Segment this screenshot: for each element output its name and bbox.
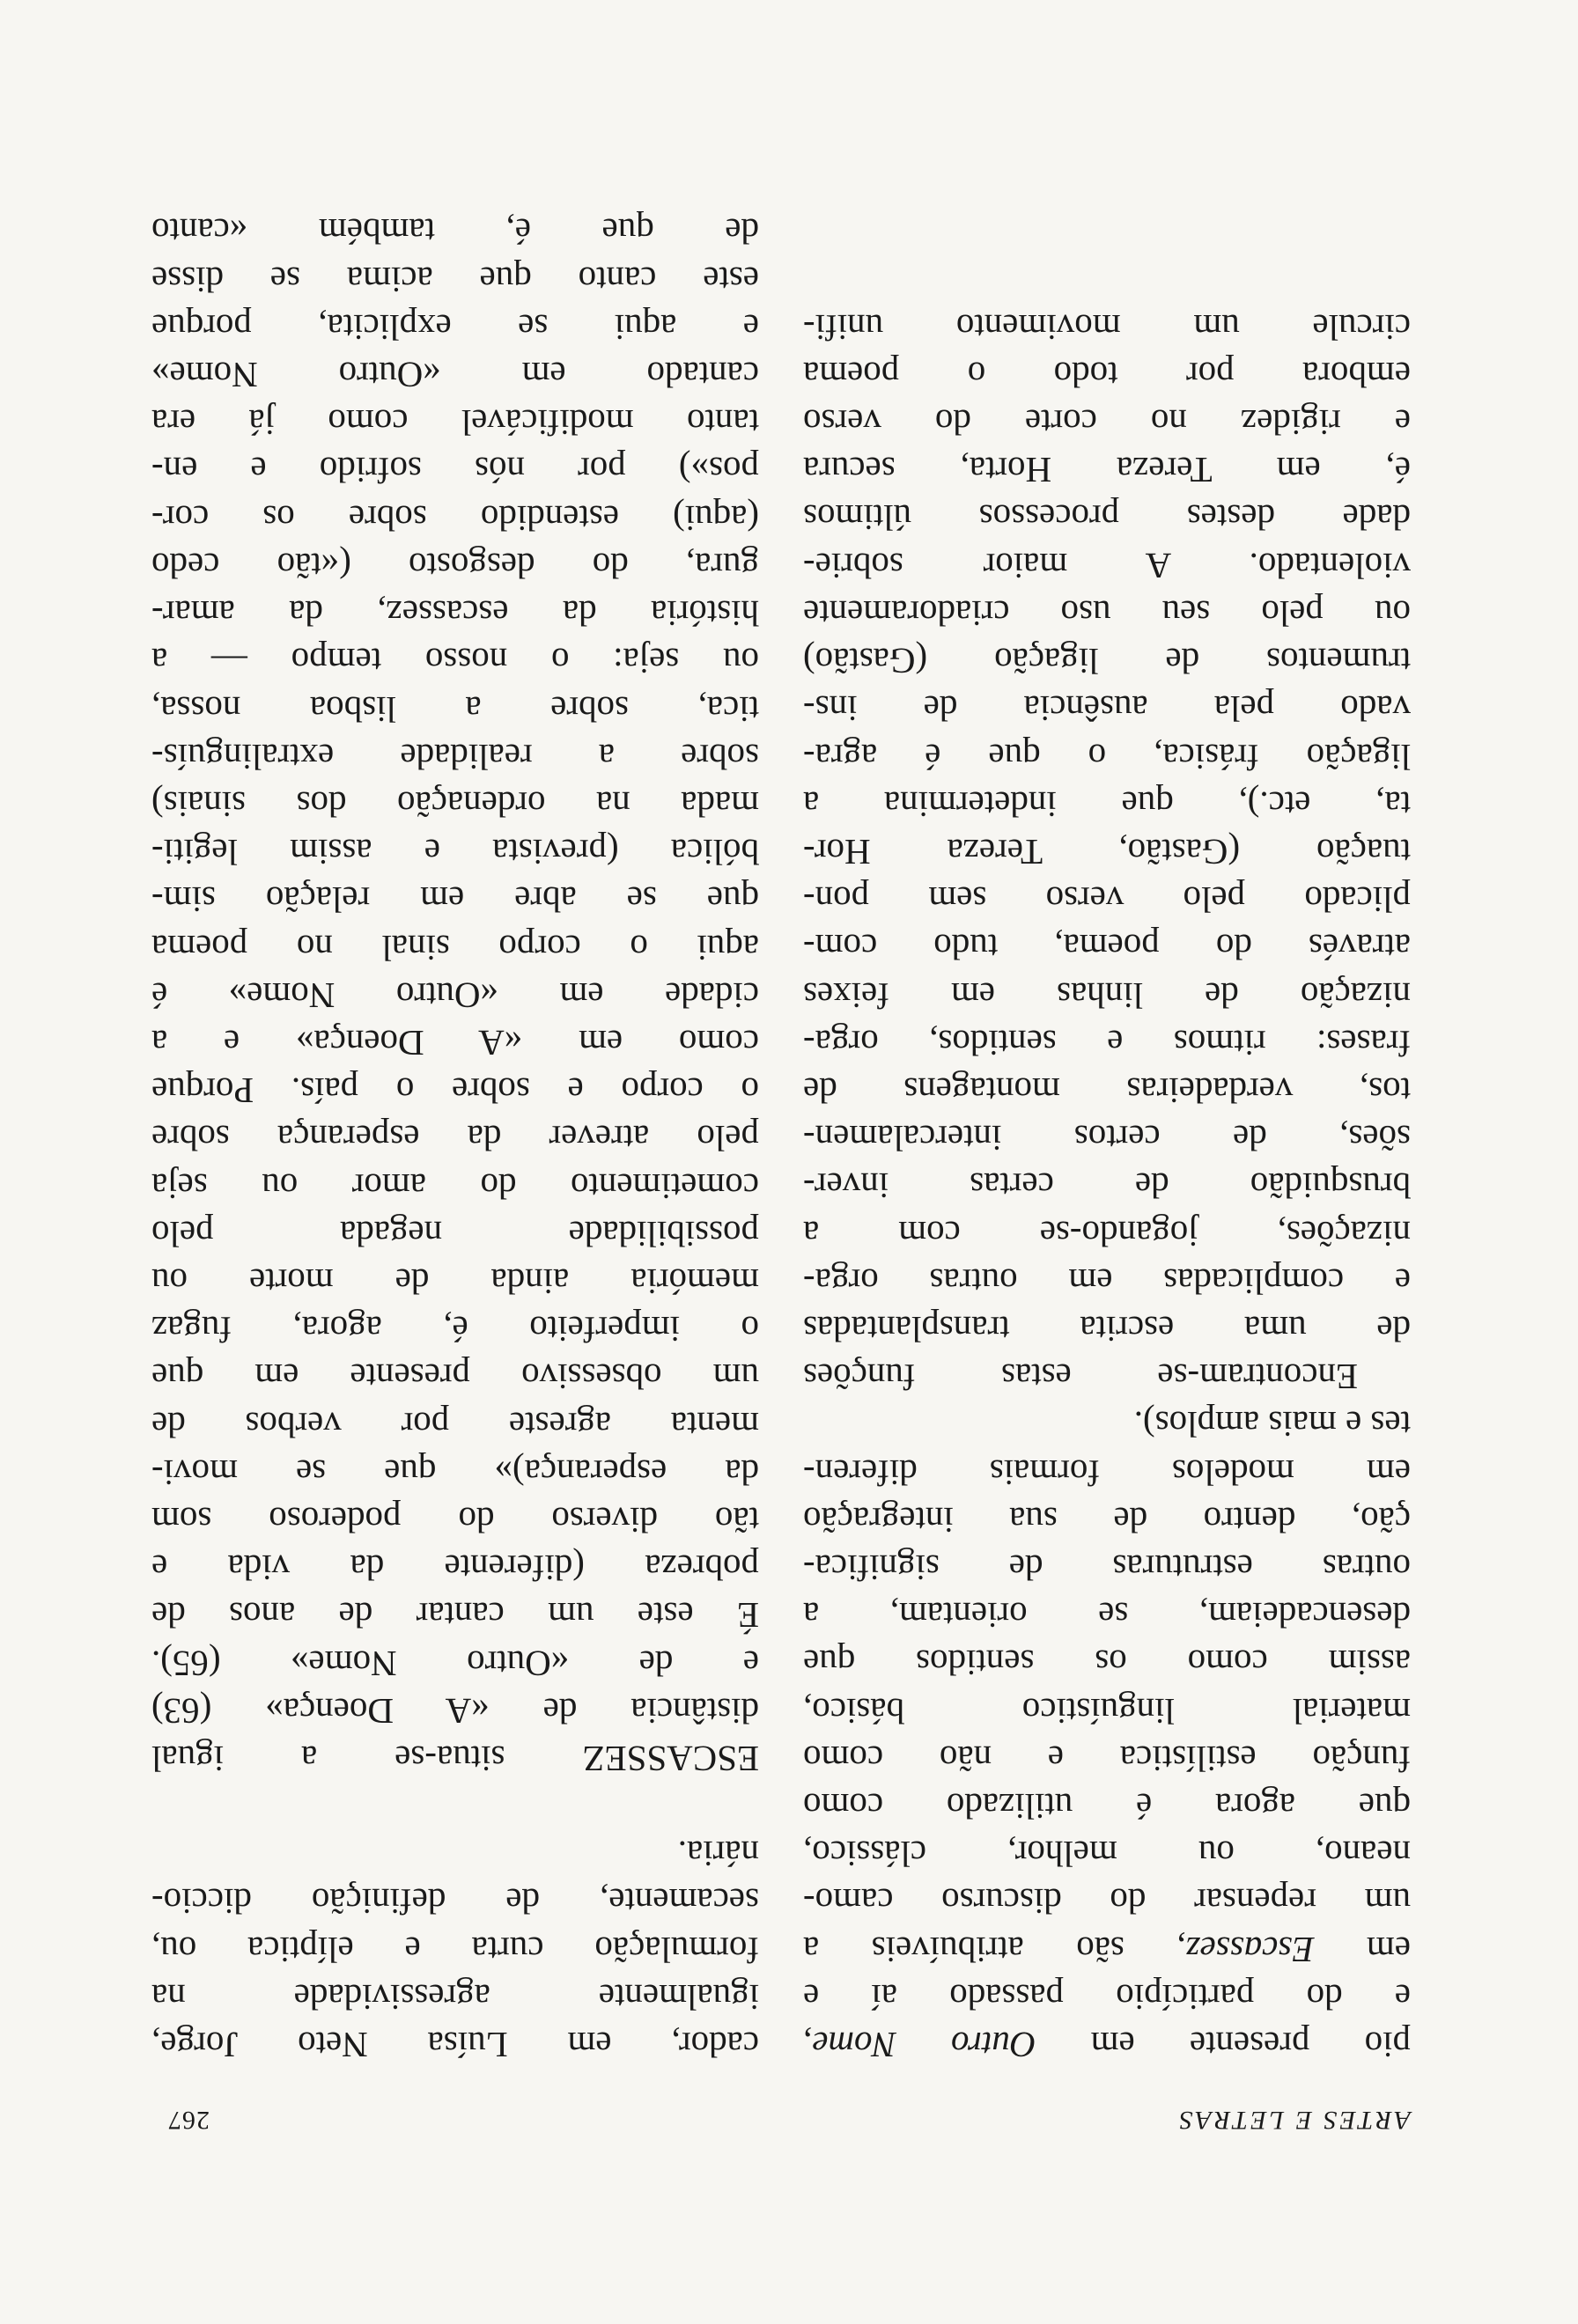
text-line: igualmente agressividade na — [151, 1976, 759, 2018]
page-header — [0, 2100, 1578, 2135]
text-line: ou pelo seu uso criadoramente — [803, 592, 1411, 634]
text-line: embora por todo o poema — [803, 354, 1411, 395]
page-number: 267 — [167, 2106, 210, 2135]
text-line: que agora é utilizado como — [803, 1785, 1411, 1827]
text-line: e do particípio passado aí e — [803, 1976, 1411, 2018]
text-line: e de «Outro Nome» (65). — [151, 1643, 759, 1684]
text-line: um repensar do discurso camo- — [803, 1881, 1411, 1923]
text-line: pobreza (diferente da vida e — [151, 1548, 759, 1589]
text-line: pelo atrever da esperança sobre — [151, 1118, 759, 1159]
text-line: um obsessivo presente em que — [151, 1357, 759, 1398]
text-line: que se abre em relação sim- — [151, 879, 759, 921]
text-line: pos») por nós sofrido e en- — [151, 450, 759, 491]
text-line: e aqui se explicita, porque — [151, 306, 759, 348]
text-line: tes e mais amplos). — [1133, 1404, 1411, 1445]
text-line: pio presente em Outro Nome, — [803, 2025, 1411, 2065]
text-line: ção, dentro de sua integração — [803, 1499, 1411, 1541]
text-line: cometimento do amor ou seja — [151, 1166, 759, 1207]
text-line: material linguístico básico, — [803, 1690, 1411, 1732]
text-line: em Escassez, são atribuíveis a — [802, 1929, 1411, 1970]
text-line: Encontram-se estas funções — [803, 1357, 1358, 1398]
text-line: função estilística e não como — [803, 1738, 1411, 1779]
running-head: ARTES E LETRAS — [1176, 2106, 1411, 2135]
text-line: da esperança)» que se movi- — [151, 1452, 759, 1493]
text-line: sões, de certos intercalamen- — [803, 1118, 1411, 1159]
text-line: sobre a realidade extralinguís- — [151, 736, 759, 777]
text-line: vado pela ausência de ins- — [803, 688, 1411, 730]
text-line: formulação curta e elíptica ou, — [151, 1929, 759, 1970]
text-line: nizações, jogando-se com a — [803, 1213, 1411, 1254]
text-line: cidade em «Outro Nome» é — [151, 974, 759, 1016]
text-line: desencadeiam, se orientam, a — [803, 1595, 1411, 1636]
text-line: trumentos de ligação (Gastão) — [803, 641, 1411, 682]
text-line: tica, sobre a lisboa nossa, — [151, 688, 759, 730]
text-line: gura, do desgosto («tão cedo — [151, 545, 759, 586]
text-line: através do poema, tudo com- — [803, 927, 1411, 968]
text-line: este canto que acima se disse — [151, 259, 759, 300]
text-line: ta, etc.), que indetermina a — [803, 783, 1411, 825]
text-line: cador, em Luísa Neto Jorge, — [151, 2025, 759, 2065]
text-line: assim como os sentidos que — [803, 1643, 1411, 1684]
text-line: cantado em «Outro Nome» — [151, 355, 759, 396]
text-line: e complicadas em outras orga- — [803, 1261, 1411, 1302]
text-line: possibilidade negada pelo — [151, 1213, 759, 1254]
text-line: e rigidez no corte do verso — [803, 402, 1411, 444]
italic-title: Outro Nome — [812, 2025, 1036, 2065]
right-column — [151, 208, 759, 2069]
text-line: plicado pelo verso sem pon- — [803, 879, 1411, 921]
text-line: distância de «A Doença» (63) — [151, 1690, 759, 1732]
text-line: em modelos formais diferen- — [803, 1452, 1411, 1493]
text-line: outras estruturas de significa- — [803, 1547, 1411, 1588]
text-line: de uma escrita transplantadas — [803, 1308, 1411, 1350]
text-line: ou seja: o nosso tempo — a — [151, 641, 759, 682]
text-line: violentado. A maior sobrie- — [803, 545, 1411, 586]
text-line: (aqui) estendido sobre os cor- — [151, 497, 759, 539]
text-line: neano, ou melhor, clássico, — [803, 1834, 1411, 1875]
text-line: menta agreste por verbos de — [151, 1404, 759, 1445]
text-line: circule um movimento unifi- — [803, 306, 1411, 348]
text-line: dade destes processos últimos — [803, 497, 1411, 539]
text-line: tanto modificável como já era — [151, 402, 759, 444]
text-line: mada na ordenação dos sinais) — [151, 783, 759, 825]
text-line: o corpo e sobre o país. Porque — [151, 1070, 759, 1112]
text-line: tuação (Gastão, Tereza Hor- — [803, 831, 1411, 872]
text-line: frases: ritmos e sentidos, orga- — [803, 1022, 1411, 1063]
text-line: memória ainda de morte ou — [151, 1261, 759, 1302]
text-line: secamente, de definição diccio- — [151, 1881, 759, 1923]
text-line: É este um cantar de anos de — [151, 1595, 759, 1636]
text-line: nização de linhas em feixes — [803, 974, 1411, 1016]
text-line: brusquidão de certas inver- — [803, 1166, 1411, 1207]
text-line: história da escassez, da amar- — [151, 593, 759, 635]
text-line: tos, verdadeiras montagens de — [803, 1070, 1411, 1111]
text-line: como em «A Doença» e a — [151, 1022, 759, 1063]
text-line: aqui o corpo sinal no poema — [151, 927, 759, 968]
text-line: bólica (prevista e assim legiti- — [151, 832, 759, 873]
text-line: tão diverso do poderoso som — [151, 1499, 759, 1541]
text-line: de que é, também «canto — [151, 211, 759, 253]
italic-title: Escassez — [1185, 1929, 1315, 1970]
left-column — [803, 303, 1411, 2069]
text-line: o imperfeito é, agora, fugaz — [151, 1309, 759, 1350]
text-line: é, em Tereza Horta, secura — [803, 450, 1411, 491]
text-line: ligação frásica, o que é agra- — [803, 736, 1411, 777]
text-line: ESCASSEZ situa-se a igual — [151, 1738, 759, 1779]
text-line: nária. — [677, 1834, 759, 1875]
